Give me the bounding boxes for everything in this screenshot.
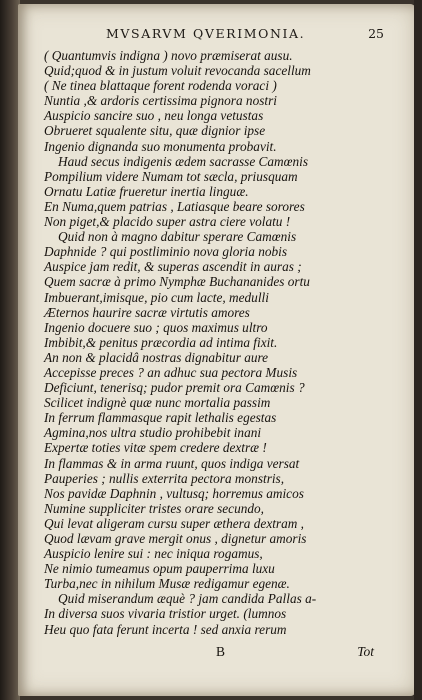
verse-line: Daphnide ? qui postliminio nova gloria nobis xyxy=(44,244,288,260)
verse-line: In ferrum flammasque rapit lethalis egestas xyxy=(44,410,277,426)
verse-line: Æternos haurire sacræ virtutis amores xyxy=(44,304,250,320)
signature-mark: B xyxy=(216,644,226,659)
verse-line: Non piget,& placido super astra ciere volatu ! xyxy=(44,214,291,230)
verse-line: Ne nimio tumeamus opum pauperrima luxu xyxy=(44,561,275,577)
verse-line: Imbuerant,imisque, pio cum lacte, medulli xyxy=(44,289,269,305)
verse-line: Quid non à magno dabitur sperare Camœnis xyxy=(58,229,297,245)
verse-line: Ingenio docuere suo ; quos maximus ultro xyxy=(44,319,268,335)
book-page xyxy=(18,4,416,696)
running-head: MVSARVM QVERIMONIA. xyxy=(106,26,306,41)
poem-text xyxy=(44,48,406,637)
verse-line: Auspicio lenire sui : nec iniqua rogamus, xyxy=(44,546,263,562)
verse-line: Ornatu Latiæ frueretur inertia linguæ. xyxy=(44,183,249,199)
verse-line: Quem sacræ à primo Nymphæ Buchananides ortu xyxy=(44,274,310,290)
verse-line: Nuntia ,& ardoris certissima pignora nostri xyxy=(44,93,277,109)
verse-line: An non & placidâ nostras dignabitur aure xyxy=(44,349,269,365)
verse-line: Scilicet indignè quæ nunc mortalia passim xyxy=(44,395,271,411)
verse-line: Auspicio sancire suo , neu longa vetustas xyxy=(44,108,264,124)
verse-line: Obrueret squalente situ, quæ dignior ipse xyxy=(44,123,266,139)
catchword: Tot xyxy=(357,644,374,659)
verse-line: Qui levat aligeram cursu super æthera dextram , xyxy=(44,515,304,531)
verse-line: Pauperies ; nullis exterrita pectora monstris, xyxy=(44,470,285,486)
verse-line: Heu quo fata ferunt incerta ! sed anxia rerum xyxy=(44,621,287,637)
book-gutter xyxy=(0,0,20,700)
verse-line: Haud secus indigenis ædem sacrasse Camœnis xyxy=(58,153,309,169)
verse-line: Quod lævam grave mergit onus , dignetur amoris xyxy=(44,531,307,546)
verse-line: Auspice jam redit, & superas ascendit in auras ; xyxy=(44,259,302,275)
verse-line: In flammas & in arma ruunt, quos indiga versat xyxy=(44,455,300,471)
page-header xyxy=(18,26,416,44)
verse-line: Deficiunt, tenerisq; pudor premit ora Camœnis ? xyxy=(44,380,305,396)
verse-line: Pompilium videre Numam tot sæcla, priusquam xyxy=(44,168,298,184)
verse-line: Quid;quod & in justum voluit revocanda sacellum xyxy=(44,63,311,79)
verse-line: In diversa suos vivaria tristior urget. (lumnos xyxy=(44,606,287,622)
verse-line: ( Ne tinea blattaque forent rodenda voraci ) xyxy=(44,78,277,94)
page-number: 25 xyxy=(368,26,384,41)
scan-border xyxy=(414,0,422,700)
verse-line: Agmina,nos ultra studio prohibebit inani xyxy=(44,425,262,441)
verse-line: Imbibit,& penitus præcordia ad intima fixit. xyxy=(44,334,278,350)
verse-line: ( Quantumvis indigna ) novo præmiserat ausu. xyxy=(44,48,293,63)
verse-line: Ingenio dignanda suo monumenta probavit. xyxy=(44,138,277,154)
verse-line: Nos pavidæ Daphnin , vultusq; horremus amicos xyxy=(44,485,304,501)
verse-line: Accepisse preces ? an adhuc sua pectora Musis xyxy=(44,364,298,380)
verse-line: Numine suppliciter tristes orare secundo, xyxy=(44,500,264,516)
verse-line: Turba,nec in nihilum Musæ redigamur egenæ. xyxy=(44,576,290,592)
verse-line: En Numa,quem patrias , Latiasque beare sorores xyxy=(44,198,305,214)
page-footer xyxy=(18,644,416,662)
verse-line: Expertæ toties vitæ spem credere dextræ ! xyxy=(44,440,267,456)
verse-line: Quid miserandum æquè ? jam candida Pallas a- xyxy=(58,591,317,607)
